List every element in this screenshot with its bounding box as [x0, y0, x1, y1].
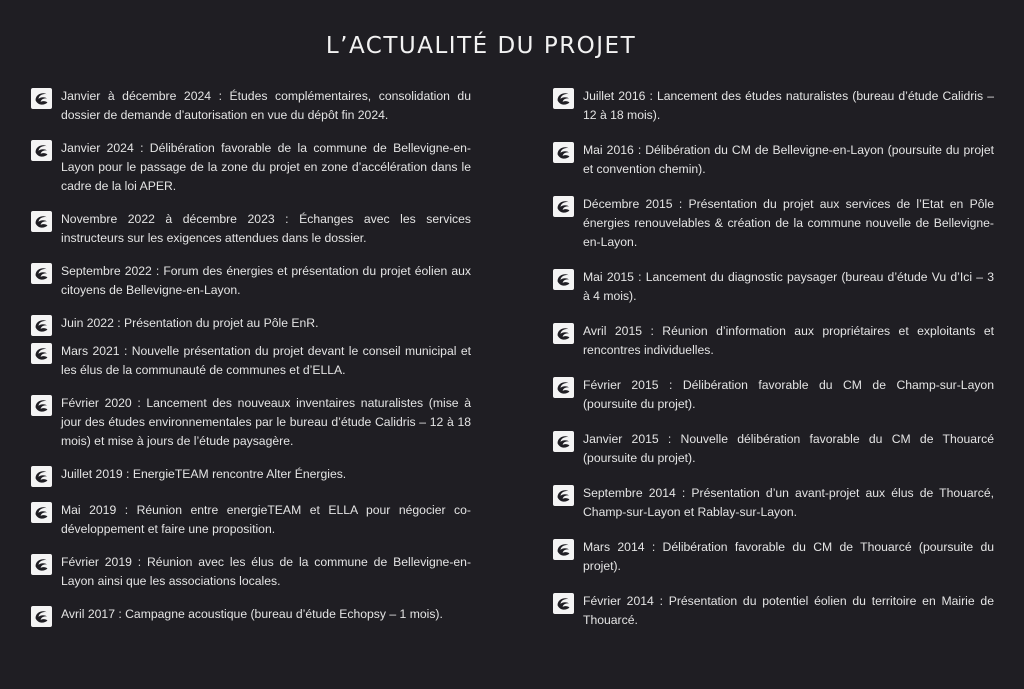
timeline-item: [31, 342, 471, 380]
timeline-item-text: Mars 2021 : Nouvelle présentation du projet devant le conseil municipal et les élus de la communauté de communes et d’ELLA.: [61, 344, 471, 377]
timeline-item-text: Décembre 2015 : Présentation du projet aux services de l’Etat en Pôle énergies renouvelables & création de la commune nouvelle de Bellevigne-en-Layon.: [583, 197, 994, 249]
wind-swirl-icon: [31, 502, 52, 523]
timeline-item-text: Avril 2015 : Réunion d’information aux propriétaires et exploitants et rencontres individuelles.: [583, 324, 994, 357]
timeline-item-text: Mai 2016 : Délibération du CM de Bellevigne-en-Layon (poursuite du projet et convention chemin).: [583, 143, 994, 176]
timeline-item-text: Novembre 2022 à décembre 2023 : Échanges avec les services instructeurs sur les exigences attendues dans le dossier.: [61, 212, 471, 245]
wind-swirl-icon: [553, 142, 574, 163]
timeline-item-text: Mai 2019 : Réunion entre energieTEAM et ELLA pour négocier co-développement et faire une proposition.: [61, 503, 471, 536]
timeline-item: [553, 195, 994, 252]
timeline-item: [31, 262, 471, 300]
timeline-item: [31, 210, 471, 248]
timeline-item-text: Janvier à décembre 2024 : Études complémentaires, consolidation du dossier de demande d’autorisation en vue du dépôt fin 2024.: [61, 89, 471, 122]
timeline-item: [31, 87, 471, 125]
timeline-item-text: Janvier 2015 : Nouvelle délibération favorable du CM de Thouarcé (poursuite du projet).: [583, 432, 994, 465]
timeline-item-text: Avril 2017 : Campagne acoustique (bureau d’étude Echopsy – 1 mois).: [61, 607, 443, 621]
wind-swirl-icon: [31, 211, 52, 232]
wind-swirl-icon: [31, 315, 52, 336]
timeline-item: [31, 501, 471, 539]
timeline-item: [31, 553, 471, 591]
timeline-item-text: Février 2015 : Délibération favorable du CM de Champ-sur-Layon (poursuite du projet).: [583, 378, 994, 411]
timeline-item: [553, 322, 994, 360]
timeline-item-text: Juillet 2016 : Lancement des études naturalistes (bureau d’étude Calidris – 12 à 18 mois).: [583, 89, 994, 122]
timeline-item: [31, 314, 471, 336]
timeline-item-text: Juillet 2019 : EnergieTEAM rencontre Alter Énergies.: [61, 467, 347, 481]
timeline-right-column: [553, 87, 994, 630]
wind-swirl-icon: [31, 466, 52, 487]
timeline-item-text: Février 2020 : Lancement des nouveaux inventaires naturalistes (mise à jour des études environnementales par le bureau d’étude Calidris – 12 à 18 mois) et mise à jours de l’étude paysagère.: [61, 396, 471, 448]
timeline-item-text: Juin 2022 : Présentation du projet au Pôle EnR.: [61, 316, 319, 330]
timeline-item-text: Janvier 2024 : Délibération favorable de la commune de Bellevigne-en-Layon pour le passage de la zone du projet en zone d’accélération dans le cadre de la loi APER.: [61, 141, 471, 193]
timeline-item-text: Mars 2014 : Délibération favorable du CM de Thouarcé (poursuite du projet).: [583, 540, 994, 573]
timeline-item: [31, 139, 471, 196]
wind-swirl-icon: [31, 263, 52, 284]
timeline-item: [553, 268, 994, 306]
timeline-item-text: Septembre 2022 : Forum des énergies et présentation du projet éolien aux citoyens de Bellevigne-en-Layon.: [61, 264, 471, 297]
wind-swirl-icon: [553, 323, 574, 344]
wind-swirl-icon: [553, 539, 574, 560]
timeline-item: [31, 394, 471, 451]
wind-swirl-icon: [31, 395, 52, 416]
timeline-item: [553, 141, 994, 179]
timeline-item: [553, 430, 994, 468]
timeline-left-column: [31, 87, 471, 627]
timeline-item: [553, 376, 994, 414]
wind-swirl-icon: [553, 269, 574, 290]
wind-swirl-icon: [31, 343, 52, 364]
wind-swirl-icon: [553, 431, 574, 452]
wind-swirl-icon: [31, 554, 52, 575]
wind-swirl-icon: [553, 593, 574, 614]
timeline-item: [553, 592, 994, 630]
wind-swirl-icon: [553, 377, 574, 398]
timeline-item: [553, 538, 994, 576]
timeline-item: [553, 87, 994, 125]
timeline-item: [31, 465, 471, 487]
timeline-item-text: Février 2014 : Présentation du potentiel éolien du territoire en Mairie de Thouarcé.: [583, 594, 994, 627]
timeline-item: [553, 484, 994, 522]
wind-swirl-icon: [553, 88, 574, 109]
page-title: L’ACTUALITÉ DU PROJET: [325, 33, 637, 60]
timeline-item-text: Mai 2015 : Lancement du diagnostic paysager (bureau d’étude Vu d’Ici – 3 à 4 mois).: [583, 270, 994, 303]
timeline-item: [31, 605, 471, 627]
wind-swirl-icon: [553, 196, 574, 217]
timeline-item-text: Septembre 2014 : Présentation d’un avant-projet aux élus de Thouarcé, Champ-sur-Layon et Rablay-sur-Layon.: [583, 486, 994, 519]
timeline-item-text: Février 2019 : Réunion avec les élus de la commune de Bellevigne-en-Layon ainsi que les associations locales.: [61, 555, 471, 588]
wind-swirl-icon: [31, 606, 52, 627]
wind-swirl-icon: [31, 140, 52, 161]
wind-swirl-icon: [553, 485, 574, 506]
wind-swirl-icon: [31, 88, 52, 109]
